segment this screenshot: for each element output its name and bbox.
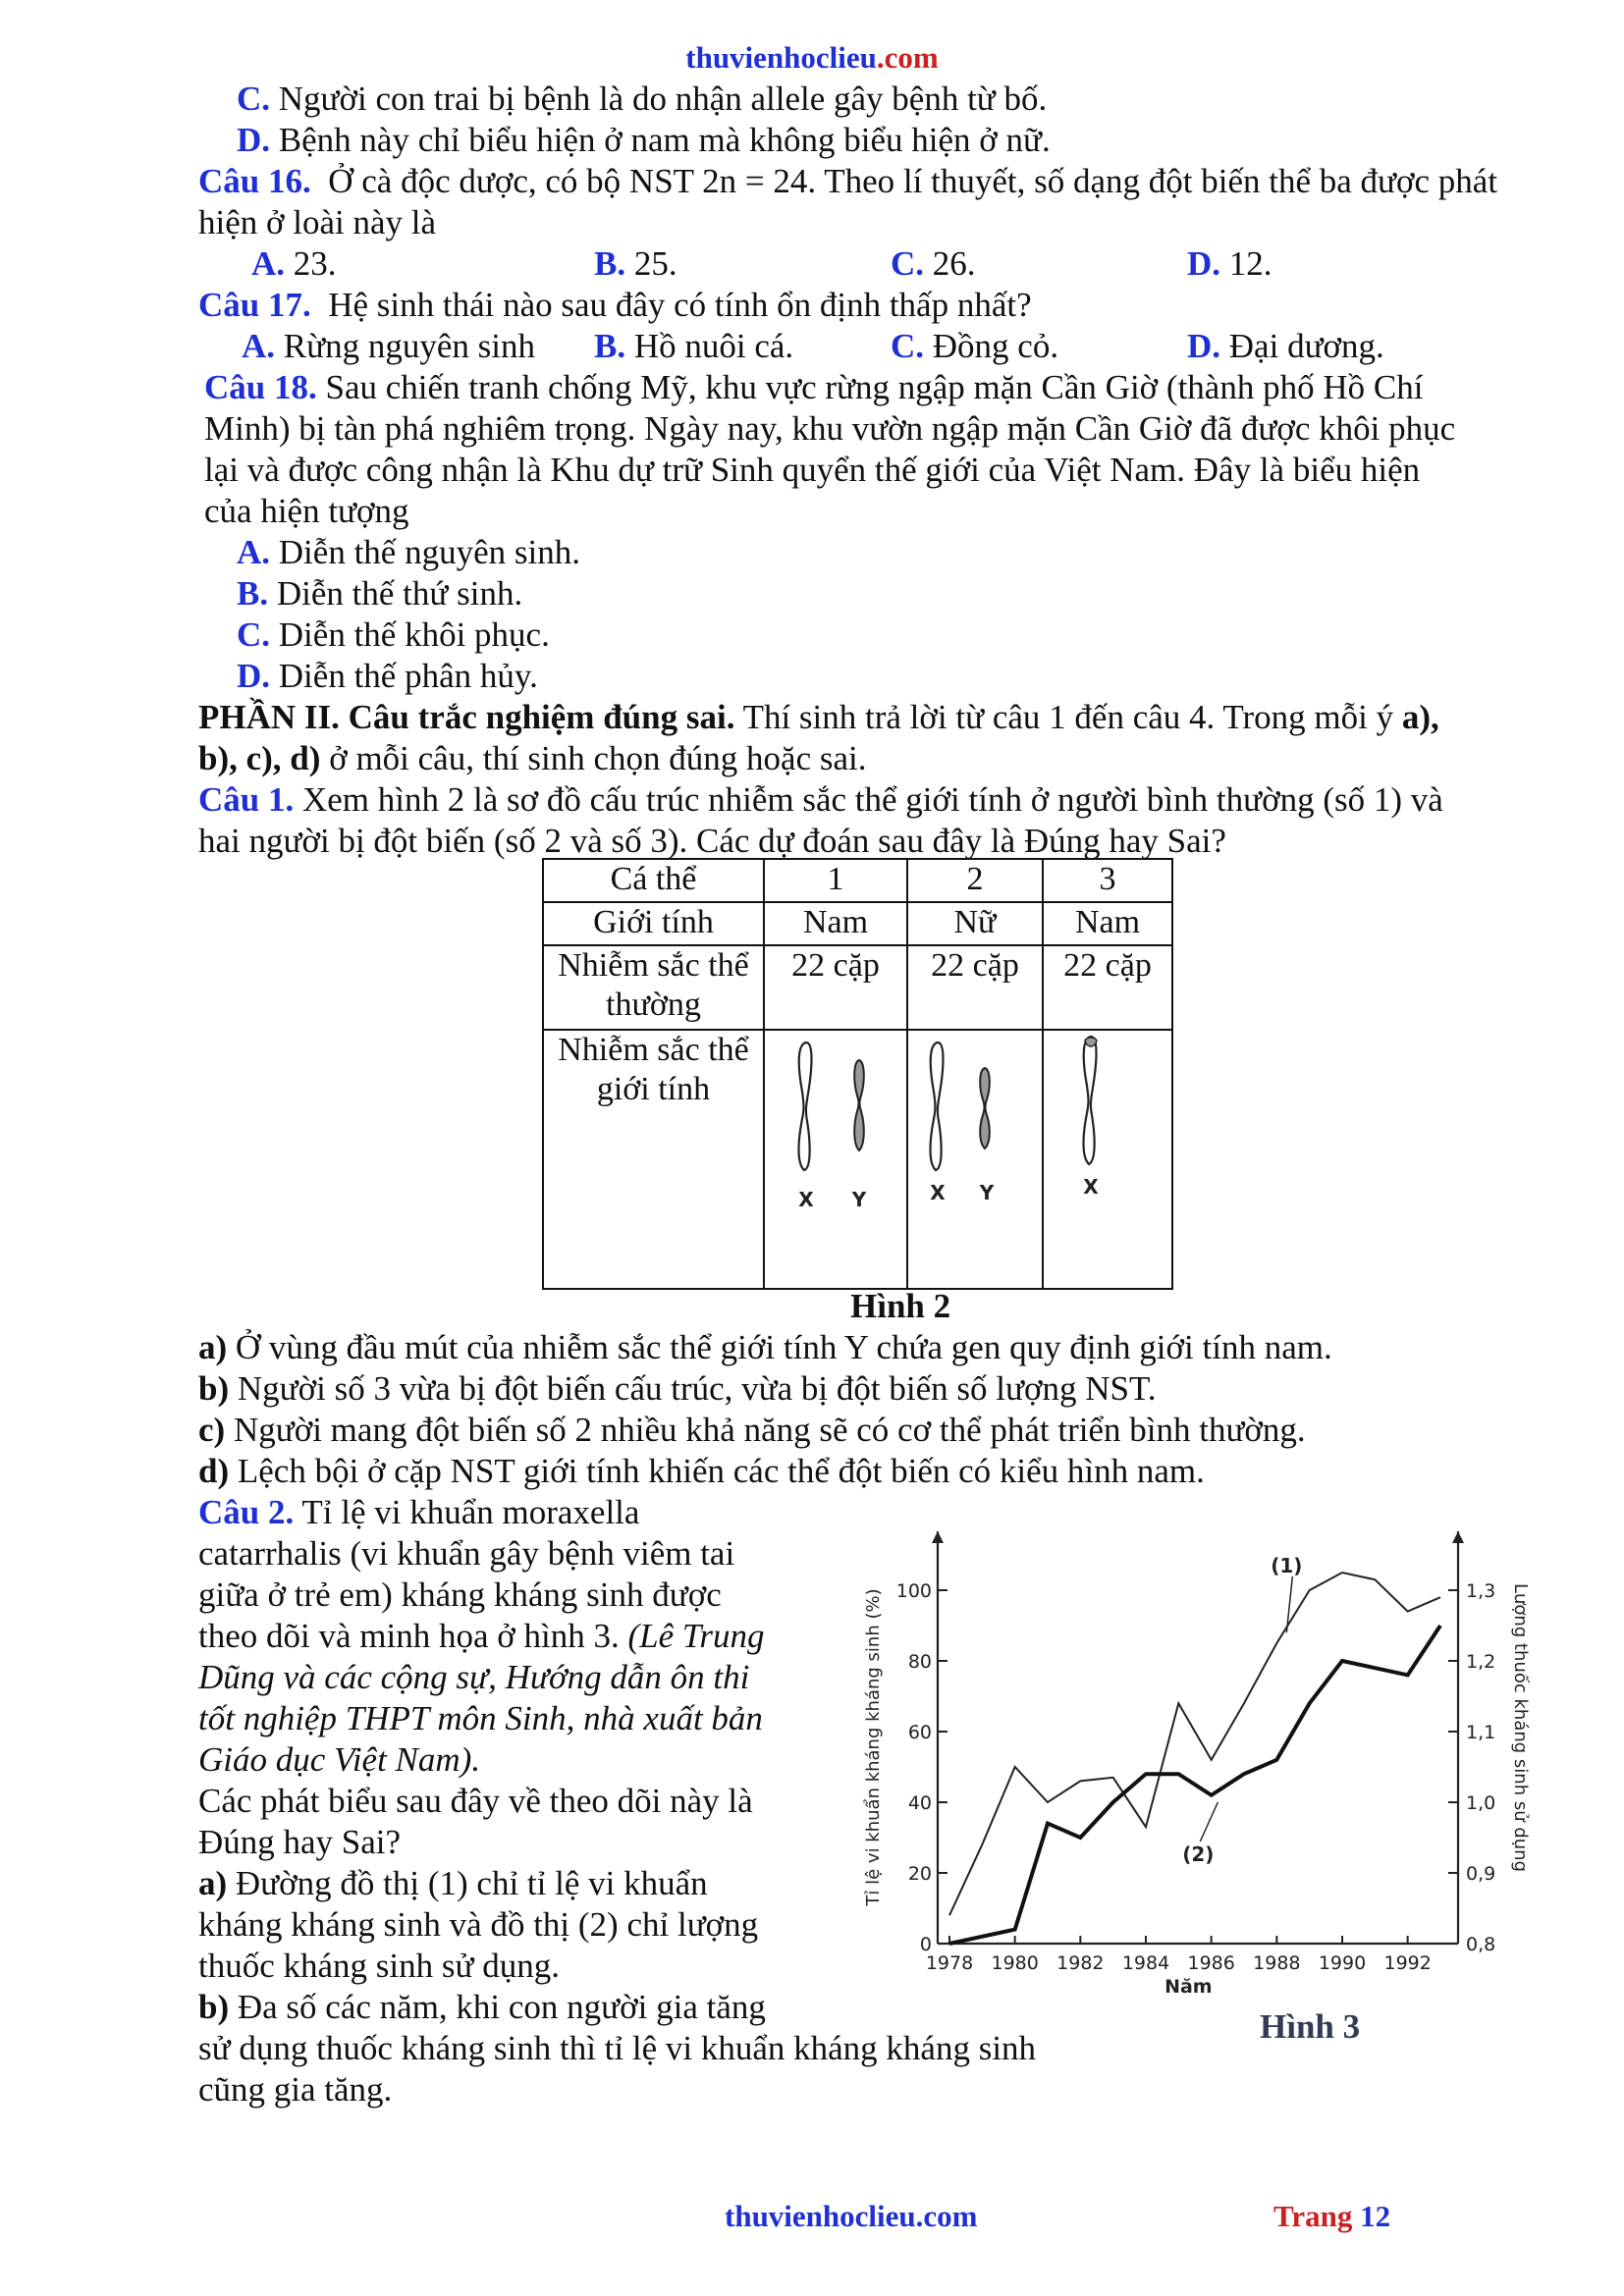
q16-option-d [1187, 243, 1272, 285]
p2q2-line3: giữa ở trẻ em) kháng kháng sinh được [198, 1575, 722, 1614]
y-left-tick-label: 100 [895, 1580, 932, 1602]
label-line: thường [606, 987, 701, 1023]
table-row-autosome-label [543, 945, 764, 1030]
question-text: Tỉ lệ vi khuẩn moraxella [301, 1493, 640, 1531]
header-site-link[interactable] [0, 37, 1624, 79]
option-label: C. [237, 615, 271, 654]
p2q2-statement-b-line1 [198, 1987, 766, 2028]
part2-items-bcd: b), c), d) [198, 739, 321, 777]
chromosome-label-x: X [798, 1188, 814, 1211]
p2q2-line9: Đúng hay Sai? [198, 1823, 402, 1861]
option-label: C. [237, 80, 271, 118]
chart-lines [949, 1573, 1440, 1944]
statement-label: a) [198, 1328, 228, 1366]
table-cell-auto2: 22 cặp [907, 945, 1043, 1030]
part2-line1 [198, 697, 1439, 738]
part2-item-a: a), [1401, 698, 1439, 736]
q17-line [198, 285, 1032, 326]
q18-line3: lại và được công nhận là Khu dự trữ Sinh quyển thế giới của Việt Nam. Đây là biểu hiện [204, 451, 1421, 489]
p2q2-line2: catarrhalis (vi khuẩn gây bệnh viêm tai [198, 1534, 735, 1573]
q16-option-c [891, 243, 976, 285]
option-label: D. [1187, 327, 1221, 365]
statement-text: Người mang đột biến số 2 nhiều khả năng sẽ có cơ thể phát triển bình thường. [233, 1411, 1306, 1449]
table-header-col1: 1 [764, 859, 907, 902]
y-left-tick-label: 60 [907, 1722, 932, 1743]
p2q2-line8: Các phát biểu sau đây về theo dõi này là [198, 1782, 753, 1820]
label-line: Nhiễm sắc thể [558, 1032, 749, 1068]
question-text: Sau chiến tranh chống Mỹ, khu vực rừng ngập mặn Cần Giờ (thành phố Hồ Chí [325, 368, 1424, 406]
y-right-tick-label: 1,3 [1466, 1580, 1496, 1602]
option-text: 23. [293, 244, 337, 283]
table-cell-auto3: 22 cặp [1043, 945, 1172, 1030]
y-axis-right-title: Lượng thuốc kháng sinh sử dụng [1510, 1582, 1531, 1873]
option-text: Diễn thế khôi phục. [278, 615, 550, 654]
table-header-col3: 3 [1043, 859, 1172, 902]
p2q2-line1 [198, 1492, 639, 1533]
x-tick-label: 1992 [1383, 1952, 1432, 1974]
figure-caption-hinh3: Hình 3 [1260, 2007, 1361, 2046]
p2q2-line6: tốt nghiệp THPT môn Sinh, nhà xuất bản [198, 1699, 763, 1737]
question-text: Hệ sinh thái nào sau đây có tính ổn định thấp nhất? [328, 286, 1032, 324]
chromosome-label-x: X [930, 1181, 946, 1204]
statement-label: a) [198, 1864, 228, 1902]
x-tick-label: 1986 [1187, 1952, 1235, 1974]
statement-label: b) [198, 1988, 230, 2026]
label-line: Nhiễm sắc thể [558, 947, 749, 984]
option-label: A. [251, 244, 286, 283]
site-name: thuvienhoclieu [685, 40, 877, 75]
table-row-sex-label: Giới tính [543, 902, 764, 945]
chromosome-label-x: X [1083, 1175, 1099, 1199]
q18-option-a [237, 532, 580, 573]
y-right-tick-label: 1,1 [1466, 1722, 1496, 1743]
p2q1-statement-a [198, 1327, 1332, 1368]
table-cell-sex2: Nữ [907, 902, 1043, 945]
part2-text: ở mỗi câu, thí sinh chọn đúng hoặc sai. [320, 739, 867, 777]
table-cell-chrom3 [1043, 1030, 1172, 1289]
citation-text: (Lê Trung [627, 1617, 765, 1655]
option-text: Diễn thế phân hủy. [278, 657, 538, 695]
p2q1-statement-d [198, 1451, 1205, 1492]
x-axis-title: Năm [1164, 1976, 1213, 1998]
question-label: Câu 17. [198, 286, 311, 324]
chromosome-xy-normal-illustration [769, 1031, 902, 1278]
part2-text: Thí sinh trả lời từ câu 1 đến câu 4. Trong mỗi ý [734, 698, 1402, 736]
q16-option-a [251, 243, 337, 285]
site-tld: .com [915, 2199, 978, 2233]
table-cell-chrom1 [764, 1030, 907, 1289]
option-text: Diễn thế nguyên sinh. [278, 533, 580, 571]
chromosome-x-only-illustration [1048, 1031, 1167, 1278]
x-tick-label: 1978 [925, 1952, 974, 1974]
question-text: Xem hình 2 là sơ đồ cấu trúc nhiễm sắc thể giới tính ở người bình thường (số 1) và [302, 780, 1443, 819]
q18-option-d [237, 656, 538, 697]
x-tick-label: 1980 [991, 1952, 1039, 1974]
chromosome-xy-mutant-illustration [912, 1031, 1038, 1278]
statement-label: c) [198, 1411, 226, 1449]
statement-label: d) [198, 1452, 230, 1490]
statement-label: b) [198, 1369, 230, 1408]
option-text: 26. [932, 244, 976, 283]
q18-option-c [237, 614, 550, 656]
q16-line1 [198, 161, 1497, 202]
series-2-label: (2) [1182, 1842, 1215, 1866]
y-left-tick-label: 40 [907, 1792, 932, 1814]
y-right-tick-label: 1,2 [1466, 1651, 1496, 1673]
option-label: C. [891, 244, 925, 283]
question-label: Câu 18. [204, 368, 317, 406]
q16-line2: hiện ở loài này là [198, 203, 437, 241]
site-tld: .com [876, 40, 939, 75]
y-right-tick-label: 0,9 [1466, 1863, 1496, 1885]
statement-text: Ở vùng đầu mút của nhiễm sắc thể giới tính Y chứa gen quy định giới tính nam. [235, 1328, 1332, 1366]
p2q2-statement-a-line2: kháng kháng sinh và đồ thị (2) chỉ lượng [198, 1905, 759, 1944]
x-tick-label: 1988 [1253, 1952, 1301, 1974]
y-left-tick-label: 80 [907, 1651, 932, 1673]
question-label: Câu 1. [198, 780, 295, 819]
option-label: D. [1187, 244, 1221, 283]
question-label: Câu 16. [198, 162, 311, 200]
footer-page-number [1273, 2196, 1390, 2237]
y-right-tick-label: 1,0 [1466, 1792, 1496, 1814]
table-header-col2: 2 [907, 859, 1043, 902]
y-axis-right-arrow [1452, 1531, 1464, 1543]
y-axis-left-arrow [932, 1531, 944, 1543]
option-label: A. [237, 533, 271, 571]
question-text: Ở cà độc dược, có bộ NST 2n = 24. Theo lí thuyết, số dạng đột biến thể ba được phát [328, 162, 1498, 200]
q15-option-d [237, 120, 1051, 161]
p2q1-line1 [198, 779, 1443, 821]
y-left-tick-label: 20 [907, 1863, 932, 1885]
q18-option-b [237, 573, 522, 614]
table-cell-auto1: 22 cặp [764, 945, 907, 1030]
q17-option-a [242, 326, 535, 367]
statement-text: Đa số các năm, khi con người gia tăng [229, 1988, 766, 2026]
table-header-individual: Cá thể [543, 859, 764, 902]
p2q2-statement-b-line3: cũng gia tăng. [198, 2070, 393, 2109]
footer-site-link[interactable] [725, 2196, 978, 2237]
statement-text: Lệch bội ở cặp NST giới tính khiến các thể đột biến có kiểu hình nam. [237, 1452, 1205, 1490]
series-1-label: (1) [1271, 1554, 1303, 1577]
option-label: B. [237, 574, 269, 613]
q18-line1 [204, 367, 1423, 408]
option-label: D. [237, 657, 271, 695]
option-text: Đồng cỏ. [932, 327, 1059, 365]
question-label: Câu 2. [198, 1493, 295, 1531]
p2q2-statement-b-line2: sử dụng thuốc kháng sinh thì tỉ lệ vi khuẩn kháng kháng sinh [198, 2029, 1037, 2067]
option-text: Người con trai bị bệnh là do nhận allele gây bệnh từ bố. [278, 80, 1048, 118]
p2q2-line4 [198, 1616, 765, 1657]
option-text: Rừng nguyên sinh [283, 327, 535, 365]
p2q1-line2: hai người bị đột biến (số 2 và số 3). Các dự đoán sau đây là Đúng hay Sai? [198, 822, 1226, 860]
site-name: thuvienhoclieu [725, 2199, 916, 2233]
question-text: theo dõi và minh họa ở hình 3. [198, 1617, 628, 1655]
series-2-leader [1200, 1802, 1218, 1842]
q17-option-c [891, 326, 1058, 367]
x-tick-label: 1982 [1056, 1952, 1105, 1974]
antibiotic-resistance-chart [839, 1512, 1531, 2002]
table-cell-sex3: Nam [1043, 902, 1172, 945]
option-label: D. [237, 121, 271, 159]
chromosome-label-y: Y [979, 1181, 995, 1204]
option-text: Đại dương. [1228, 327, 1384, 365]
p2q2-line7: Giáo dục Việt Nam). [198, 1740, 481, 1779]
option-text: 12. [1228, 244, 1272, 283]
chart-labels [863, 1554, 1531, 1998]
table-row-sexchrom-label [543, 1030, 764, 1289]
series-2-line [949, 1626, 1440, 1944]
y-right-tick-label: 0,8 [1466, 1934, 1496, 1955]
option-label: B. [594, 327, 626, 365]
page-number: 12 [1360, 2199, 1391, 2233]
option-text: Diễn thế thứ sinh. [276, 574, 523, 613]
sex-chromosome-table [542, 858, 1173, 1290]
x-tick-label: 1990 [1318, 1952, 1367, 1974]
figure-caption-hinh2: Hình 2 [850, 1287, 951, 1325]
p2q2-statement-a-line1 [198, 1863, 708, 1904]
p2q1-statement-c [198, 1410, 1306, 1451]
statement-text: Người số 3 vừa bị đột biến cấu trúc, vừa bị đột biến số lượng NST. [237, 1369, 1157, 1408]
part2-line2 [198, 738, 867, 779]
q17-option-b [594, 326, 793, 367]
part2-title: PHẦN II. Câu trắc nghiệm đúng sai. [198, 698, 735, 736]
statement-text: Đường đồ thị (1) chỉ tỉ lệ vi khuẩn [227, 1864, 708, 1902]
p2q1-statement-b [198, 1368, 1156, 1410]
option-text: 25. [633, 244, 677, 283]
q18-line2: Minh) bị tàn phá nghiêm trọng. Ngày nay, khu vườn ngập mặn Cần Giờ đã được khôi phục [204, 409, 1456, 448]
chromosome-label-y: Y [851, 1188, 867, 1211]
p2q2-line5: Dũng và các cộng sự, Hướng dẫn ôn thi [198, 1658, 750, 1696]
q18-line4: của hiện tượng [204, 492, 409, 530]
label-line: giới tính [596, 1071, 711, 1107]
y-left-tick-label: 0 [919, 1934, 932, 1955]
q16-option-b [594, 243, 677, 285]
y-axis-left-title: Tỉ lệ vi khuẩn kháng kháng sinh (%) [863, 1588, 884, 1906]
q15-option-c [237, 79, 1047, 120]
option-label: A. [242, 327, 276, 365]
option-label: B. [594, 244, 626, 283]
q17-option-d [1187, 326, 1384, 367]
x-tick-label: 1984 [1121, 1952, 1170, 1974]
option-label: C. [891, 327, 925, 365]
chart-ticks [896, 1580, 1495, 1974]
table-cell-sex1: Nam [764, 902, 907, 945]
option-text: Bệnh này chỉ biểu hiện ở nam mà không biểu hiện ở nữ. [278, 121, 1051, 159]
p2q2-statement-a-line3: thuốc kháng sinh sử dụng. [198, 1947, 560, 1985]
option-text: Hồ nuôi cá. [633, 327, 794, 365]
table-cell-chrom2 [907, 1030, 1043, 1289]
page-label: Trang [1273, 2199, 1361, 2233]
